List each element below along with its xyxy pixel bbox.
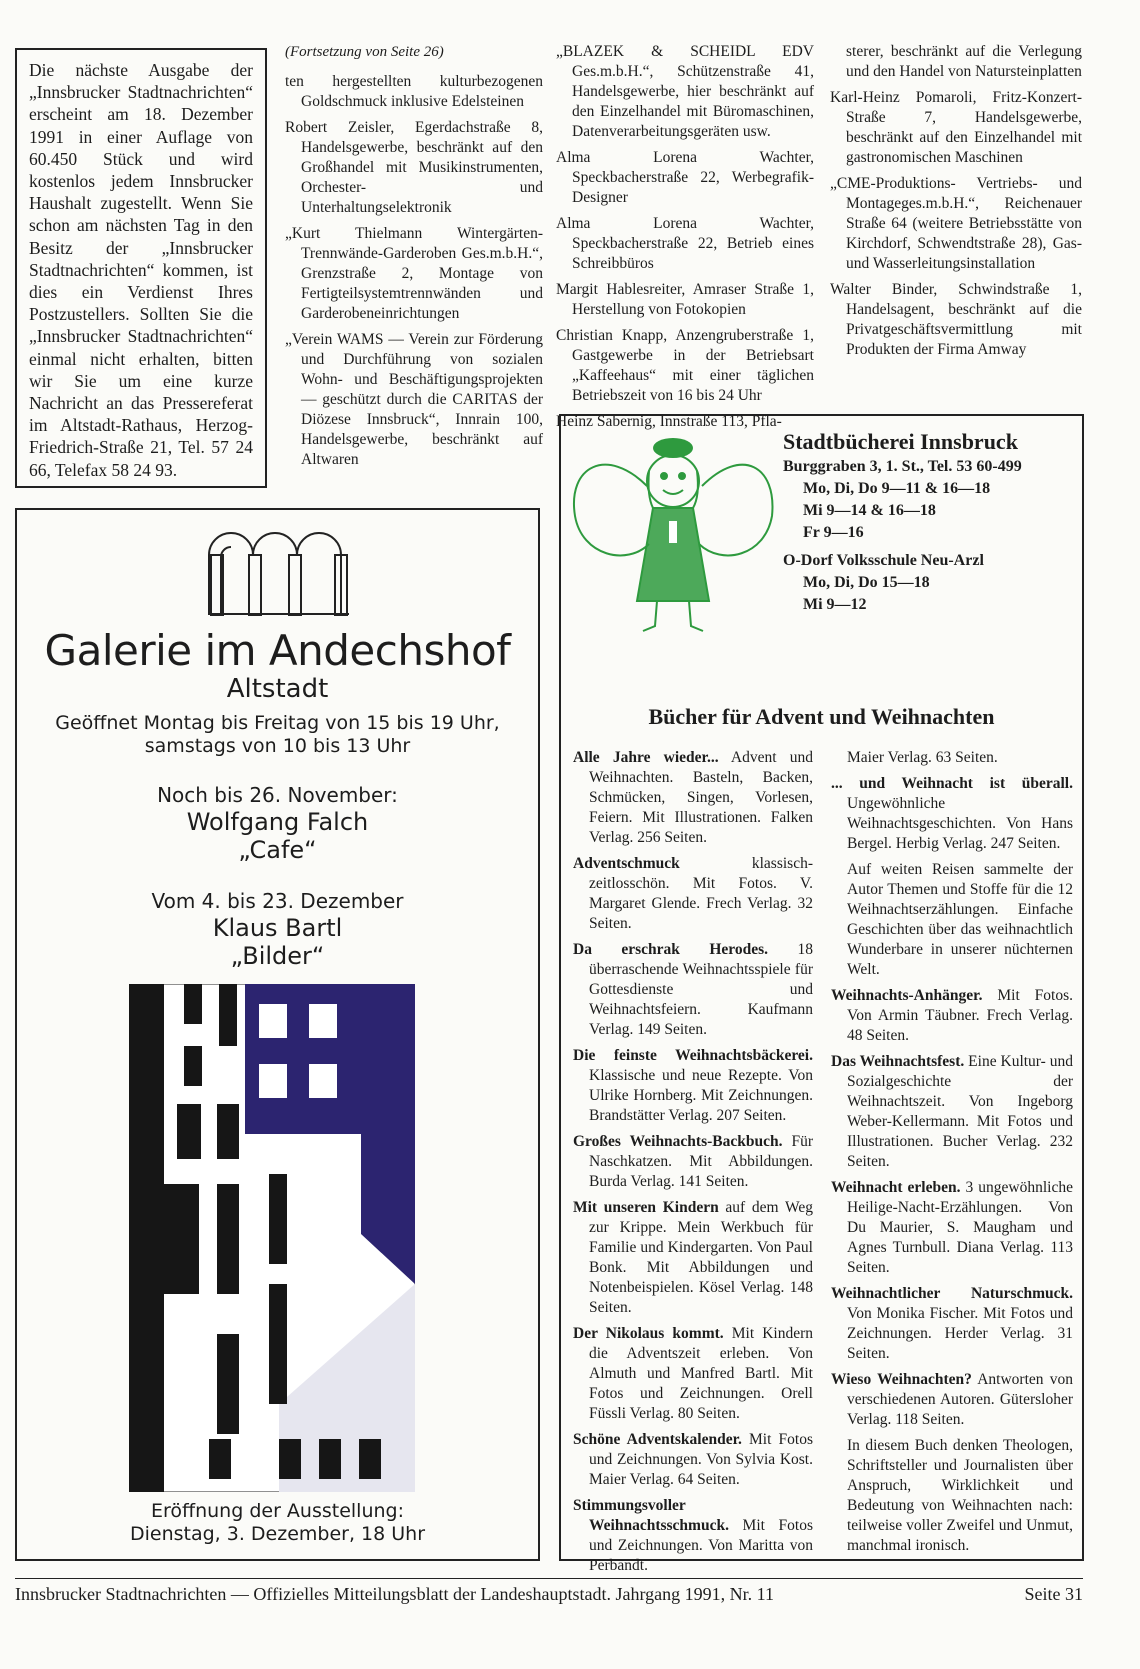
angel-drawing-icon <box>567 426 782 641</box>
library-hours-3: Fr 9—16 <box>803 524 864 541</box>
book-entry: ... und Weihnacht ist überall. Ungewöhnliche Weihnachtsgeschichten. Von Hans Bergel. Herbig Verlag. 247 Seiten. <box>831 775 1073 852</box>
galerie-logo-arches-icon <box>199 520 359 620</box>
entry: „Verein WAMS — Verein zur Förderung und Durchführung von sozialen Wohn- und Beschäftigungsprojekten — geschützt durch die CARITAS der Diözese Innsbruck“, Innrain 100, Handelsgewerbe, beschränkt auf Altwaren <box>285 331 543 468</box>
opening-label: Eröffnung der Ausstellung: <box>150 1500 405 1522</box>
book-entry: Alle Jahre wieder... Advent und Weihnachten. Basteln, Backen, Schmücken, Singen, Vorlesen, Feiern. Mit Illustrationen. Falken Verlag. 256 Seiten. <box>573 749 813 846</box>
continuation-note: (Fortsetzung von Seite 26) <box>285 44 444 60</box>
book-entry: Da erschrak Herodes. 18 überraschende Weihnachtsspiele für Gottesdienste und Weihnachtsfeiern. Kaufmann Verlag. 149 Seiten. <box>573 941 813 1038</box>
library-box <box>559 414 1084 1574</box>
library-branch: O-Dorf Volksschule Neu-Arzl <box>783 552 984 569</box>
entry: Alma Lorena Wachter, Speckbacherstraße 22, Werbegrafik-Designer <box>556 149 814 206</box>
exhibition-1-title: „Cafe“ <box>238 836 317 864</box>
library-address: Burggraben 3, 1. St., Tel. 53 60-499 <box>783 458 1022 475</box>
entry: Christian Knapp, Anzengruberstraße 1, Gastgewerbe in der Betriebsart „Kaffeehaus“ mit einer täglichen Betriebszeit von 16 bis 24 Uhr <box>556 327 814 404</box>
book-entry: Weihnacht erleben. 3 ungewöhnliche Heilige-Nacht-Erzählungen. Von Du Maurier, S. Maugham und Agnes Turnbull. Diana Verlag. 113 Seiten. <box>831 1179 1073 1276</box>
books-right-column <box>831 748 1073 1562</box>
book-entry: Schöne Adventskalender. Mit Fotos und Zeichnungen. Von Sylvia Kost. Maier Verlag. 64 Seiten. <box>573 1431 813 1488</box>
artwork-image <box>129 984 415 1492</box>
library-name: Stadtbücherei Innsbruck <box>783 429 1018 454</box>
galerie-title: Galerie im Andechshof <box>44 626 511 675</box>
entry: ten hergestellten kulturbezogenen Goldschmuck inklusive Edelsteinen <box>285 73 543 110</box>
branch-hours-1: Mo, Di, Do 15—18 <box>803 574 930 591</box>
exhibition-1-date: Noch bis 26. November: <box>157 783 398 807</box>
column-4 <box>830 42 1082 366</box>
book-entry: Stimmungsvoller Weihnachtsschmuck. Mit Fotos und Zeichnungen. Von Maritta von Perbandt. <box>573 1497 813 1574</box>
book-entry: Die feinste Weihnachtsbäckerei. Klassische und neue Rezepte. Von Ulrike Hornberg. Mit Zeichnungen. Brandstätter Verlag. 207 Seiten. <box>573 1047 813 1124</box>
exhibition-2-title: „Bilder“ <box>230 942 325 970</box>
exhibition-2-artist: Klaus Bartl <box>212 914 343 942</box>
footer-publication: Innsbrucker Stadtnachrichten — Offizielles Mitteilungsblatt der Landeshauptstadt. Jahrgang 1991, Nr. 11 <box>15 1584 774 1604</box>
library-hours-2: Mi 9—14 & 16—18 <box>803 502 936 519</box>
galerie-opening <box>17 1500 538 1546</box>
entry: „CME-Produktions- Vertriebs- und Montageges.m.b.H.“, Reichenauer Straße 64 (weitere Betriebsstätte von Kirchdorf, Schwendtstraße 28), Gas- und Wasserleitungsinstallation <box>830 175 1082 272</box>
opening-date: Dienstag, 3. Dezember, 18 Uhr <box>129 1523 426 1545</box>
book-entry: Das Weihnachtsfest. Eine Kultur- und Sozialgeschichte der Weihnachtszeit. Von Ingeborg Weber-Kellermann. Mit Fotos und Illustrationen. Bucher Verlag. 232 Seiten. <box>831 1053 1073 1170</box>
exhibition-1-artist: Wolfgang Falch <box>186 808 369 836</box>
notice-box <box>15 48 267 488</box>
book-entry: Adventschmuck klassisch-zeitlosschön. Mit Fotos. V. Margaret Glende. Frech Verlag. 32 Seiten. <box>573 855 813 932</box>
entry: Robert Zeisler, Egerdachstraße 8, Handelsgewerbe, beschränkt auf den Großhandel mit Musikinstrumenten, Orchester- und Unterhaltungselektronik <box>285 119 543 216</box>
entry: Margit Hablesreiter, Amraser Straße 1, Herstellung von Fotokopien <box>556 281 814 318</box>
book-description: In diesem Buch denken Theologen, Schriftsteller und Journalisten über Anspruch, Wirklichkeit und Bedeutung von Weihnachten nach: teilweise voller Zweifel und Unmut, manchmal ironisch. <box>847 1437 1073 1554</box>
entry: „Kurt Thielmann Wintergärten-Trennwände-Garderoben Ges.m.b.H.“, Grenzstraße 2, Montage von Fertigteilsystemtrennwänden und Garderobeneinrichtungen <box>285 225 543 322</box>
book-entry: Wieso Weihnachten? Antworten von verschiedenen Autoren. Gütersloher Verlag. 118 Seiten. <box>831 1371 1073 1428</box>
page-footer <box>15 1578 1083 1605</box>
book-entry: Weihnachtlicher Naturschmuck. Von Monika Fischer. Mit Fotos und Zeichnungen. Herder Verlag. 31 Seiten. <box>831 1285 1073 1362</box>
books-left-column <box>573 748 813 1582</box>
book-entry: Weihnachts-Anhänger. Mit Fotos. Von Armin Täubner. Frech Verlag. 48 Seiten. <box>831 987 1073 1044</box>
entry: Walter Binder, Schwindstraße 1, Handelsagent, beschränkt auf die Privatgeschäftsvermittlung mit Produkten der Firma Amway <box>830 281 1082 358</box>
library-hours-1: Mo, Di, Do 9—11 & 16—18 <box>803 480 991 497</box>
entry: sterer, beschränkt auf die Verlegung und den Handel von Natursteinplatten <box>846 43 1082 80</box>
entry: Karl-Heinz Pomaroli, Fritz-Konzert-Straße 7, Handelsgewerbe, beschränkt auf den Einzelhandel mit gastronomischen Maschinen <box>830 89 1082 166</box>
branch-hours-2: Mi 9—12 <box>803 596 867 613</box>
entry: Heinz Sabernig, Innstraße 113, Pfla- <box>556 413 782 430</box>
column-3 <box>556 42 814 438</box>
book-entry: Der Nikolaus kommt. Mit Kindern die Adventszeit erleben. Von Almuth und Manfred Bartl. Mit Fotos und Zeichnungen. Orell Füssli Verlag. 80 Seiten. <box>573 1325 814 1422</box>
entry: „BLAZEK & SCHEIDL EDV Ges.m.b.H.“, Schützenstraße 41, Handelsgewerbe, hier beschränkt auf den Einzelhandel mit Büromaschinen, Datenverarbeitungsgeräten usw. <box>556 43 814 140</box>
book-entry: Mit unseren Kindern auf dem Weg zur Krippe. Mein Werkbuch für Familie und Kindergarten. Von Paul Bonk. Mit Abbildungen und Notenbeispielen. Kösel Verlag. 148 Seiten. <box>573 1199 813 1316</box>
galerie-hours: Geöffnet Montag bis Freitag von 15 bis 19 Uhr, <box>55 712 500 734</box>
exhibition-2-date: Vom 4. bis 23. Dezember <box>151 889 404 913</box>
page-number: Seite 31 <box>1024 1584 1083 1604</box>
book-entry: Großes Weihnachts-Backbuch. Für Naschkatzen. Mit Abbildungen. Burda Verlag. 141 Seiten. <box>573 1133 813 1190</box>
galerie-ad <box>15 508 540 1561</box>
book-entry-continued: Maier Verlag. 63 Seiten. <box>847 749 998 766</box>
books-heading: Bücher für Advent und Weihnachten <box>648 704 995 729</box>
library-info <box>783 428 1083 616</box>
galerie-subtitle: Altstadt <box>226 674 329 704</box>
galerie-hours-sat: samstags von 10 bis 13 Uhr <box>144 735 411 757</box>
entry: Alma Lorena Wachter, Speckbacherstraße 22, Betrieb eines Schreibbüros <box>556 215 814 272</box>
column-2 <box>285 42 543 476</box>
notice-text: Die nächste Ausgabe der „Innsbrucker Stadtnachrichten“ erscheint am 18. Dezember 1991 in einer Auflage von 60.450 Stück und wird kostenlos jedem Innsbrucker Haushalt zugestellt. Wenn Sie schon am nächsten Tag in den Besitz der „Innsbrucker Stadtnachrichten“ kommen, ist dies ein Verdienst Ihres Postzustellers. Sollten Sie die „Innsbrucker Stadtnachrichten“ einmal nicht erhalten, bitten wir Sie um eine kurze Nachricht an das Pressereferat im Altstadt-Rathaus, Herzog-Friedrich-Straße 21, Tel. 57 24 66, Telefax 58 24 93. <box>29 60 253 480</box>
book-description: Auf weiten Reisen sammelte der Autor Themen und Stoffe für die 12 Weihnachtserzählungen. Einfache Geschichten über das weihnachtlich Wunderbare in unserer nüchternen Welt. <box>847 861 1073 978</box>
